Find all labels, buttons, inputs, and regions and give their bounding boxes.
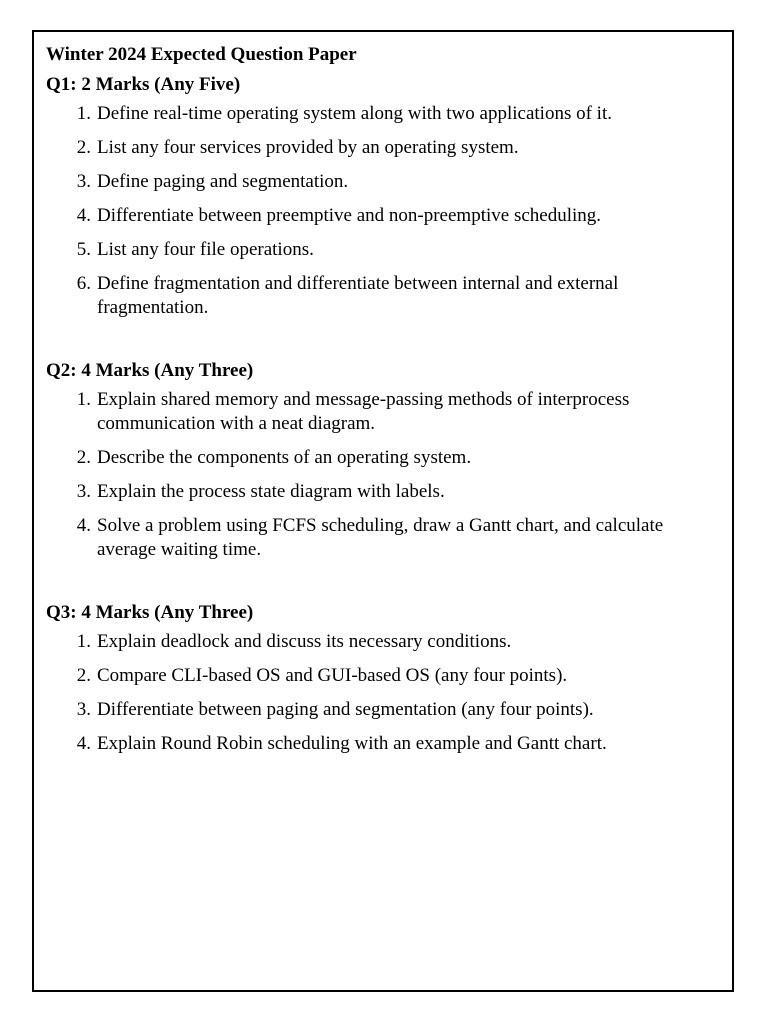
section-q3 <box>46 598 726 756</box>
question-number: 1 . <box>46 102 92 126</box>
question-number: 1 . <box>46 630 92 654</box>
question-text: Explain deadlock and discuss its necessary conditions. <box>97 631 512 652</box>
question-item <box>46 480 726 504</box>
question-text: Differentiate between preemptive and non-preemptive scheduling. <box>97 205 602 226</box>
document-title: Winter 2024 Expected Question Paper <box>46 44 357 65</box>
question-item <box>46 204 726 228</box>
question-text: Solve a problem using FCFS scheduling, draw a Gantt chart, and calculate average waiting time. <box>97 515 664 560</box>
question-item <box>46 238 726 262</box>
question-number: 4 . <box>46 204 92 228</box>
question-text: Explain the process state diagram with labels. <box>97 481 445 502</box>
section-q1 <box>46 70 726 320</box>
question-text: Explain shared memory and message-passing methods of interprocess communication with a neat diagram. <box>97 389 630 434</box>
question-item <box>46 514 726 562</box>
question-text: Define real-time operating system along with two applications of it. <box>97 103 612 124</box>
question-item <box>46 446 726 470</box>
question-text: Define fragmentation and differentiate between internal and external fragmentation. <box>97 273 619 318</box>
question-number: 4 . <box>46 732 92 756</box>
question-number: 3 . <box>46 698 92 722</box>
question-item <box>46 664 726 688</box>
question-text: Explain Round Robin scheduling with an example and Gantt chart. <box>97 733 607 754</box>
question-item <box>46 136 726 160</box>
question-list <box>46 630 726 756</box>
question-item <box>46 388 726 436</box>
question-item <box>46 272 726 320</box>
question-number: 6 . <box>46 272 92 320</box>
section-heading: Q3: 4 Marks (Any Three) <box>46 602 254 623</box>
question-number: 3 . <box>46 170 92 194</box>
question-text: Describe the components of an operating system. <box>97 447 472 468</box>
question-number: 5 . <box>46 238 92 262</box>
question-number: 2 . <box>46 446 92 470</box>
question-number: 4 . <box>46 514 92 562</box>
section-heading: Q1: 2 Marks (Any Five) <box>46 74 241 95</box>
question-number: 2 . <box>46 136 92 160</box>
question-number: 3 . <box>46 480 92 504</box>
question-text: List any four services provided by an operating system. <box>97 137 519 158</box>
question-number: 2 . <box>46 664 92 688</box>
question-text: Define paging and segmentation. <box>97 171 349 192</box>
question-item <box>46 630 726 654</box>
question-paper <box>46 40 726 766</box>
question-item <box>46 170 726 194</box>
section-q2 <box>46 356 726 562</box>
question-list <box>46 388 726 562</box>
question-item <box>46 732 726 756</box>
section-heading: Q2: 4 Marks (Any Three) <box>46 360 254 381</box>
question-text: Compare CLI-based OS and GUI-based OS (any four points). <box>97 665 568 686</box>
question-list <box>46 102 726 320</box>
question-text: Differentiate between paging and segmentation (any four points). <box>97 699 594 720</box>
section-spacer <box>46 572 726 598</box>
section-spacer <box>46 330 726 356</box>
question-item <box>46 102 726 126</box>
question-text: List any four file operations. <box>97 239 314 260</box>
question-item <box>46 698 726 722</box>
question-number: 1 . <box>46 388 92 436</box>
